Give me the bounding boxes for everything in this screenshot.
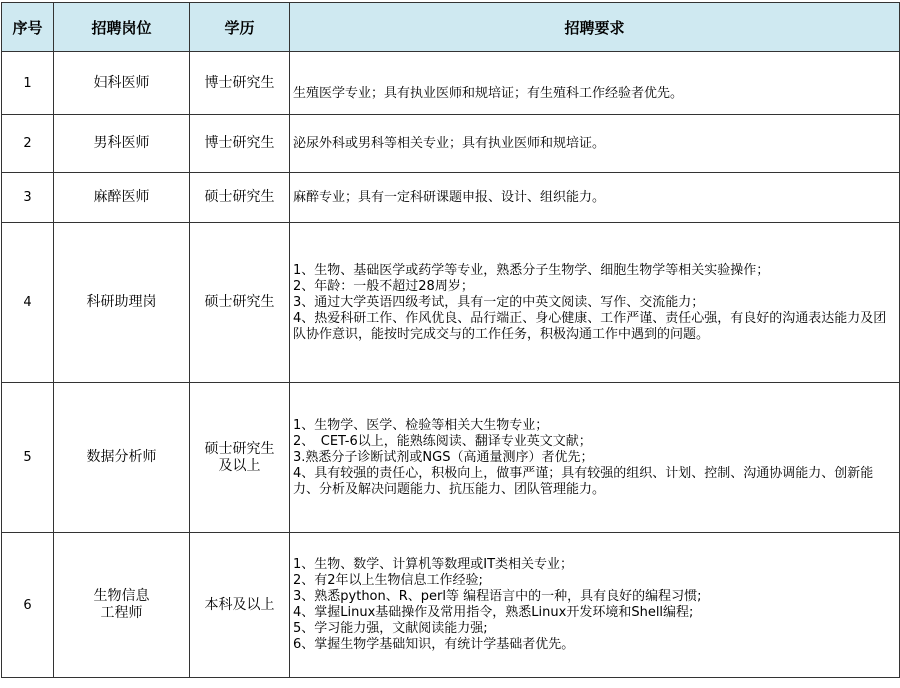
- requirement-line: 生殖医学专业；具有执业医师和规培证；有生殖科工作经验者优先。: [293, 86, 684, 101]
- requirement-line: 3.熟悉分子诊断试剂或NGS（高通量测序）者优先；: [293, 449, 594, 465]
- requirement-line: 2、年龄：一般不超过28周岁；: [293, 278, 474, 294]
- requirement-line: 1、生物、基础医学或药学等专业，熟悉分子生物学、细胞生物学等相关实验操作；: [293, 262, 770, 278]
- requirements-cell: [290, 533, 900, 678]
- requirements-cell: [290, 383, 900, 533]
- requirement-line: 4、热爱科研工作、作风优良、品行端正、身心健康、工作严谨、责任心强，有良好的沟通表达能力及团队协作意识，能按时完成交与的工作任务，积极沟通工作中遇到的问题。: [293, 310, 887, 342]
- table-row: [2, 52, 900, 115]
- header-requirements: 招聘要求: [290, 3, 900, 52]
- requirement-line: 4、掌握Linux基础操作及常用指令，熟悉Linux开发环境和Shell编程;: [293, 605, 694, 620]
- table-row: [2, 533, 900, 678]
- table-row: [2, 173, 900, 223]
- seq-cell: 3: [2, 173, 54, 223]
- education-text: 博士研究生: [204, 74, 275, 91]
- seq-cell: 1: [2, 52, 54, 115]
- education-text: 硕士研究生: [204, 294, 275, 310]
- requirement-line: 6、掌握生物学基础知识，有统计学基础者优先。: [293, 637, 575, 652]
- position-text: 妇科医师: [93, 74, 150, 91]
- position-text: 男科医师: [93, 135, 150, 151]
- position-cell: [54, 533, 190, 678]
- education-text: 硕士研究生: [204, 189, 275, 205]
- seq-cell: 5: [2, 383, 54, 533]
- education-text: 本科及以上: [204, 596, 275, 613]
- education-cell: [190, 223, 290, 383]
- table-row: [2, 383, 900, 533]
- position-text: 生物信息: [93, 588, 150, 604]
- seq-cell: 6: [2, 533, 54, 678]
- requirement-line: 3、熟悉python、R、perl等 编程语言中的一种，具有良好的编程习惯;: [293, 589, 702, 604]
- requirement-line: 泌尿外科或男科等相关专业；具有执业医师和规培证。: [293, 135, 606, 151]
- requirements-cell: [290, 173, 900, 223]
- requirement-line: 1、生物学、医学、检验等相关大生物专业；: [293, 417, 549, 433]
- education-text: 硕士研究生: [204, 440, 275, 457]
- requirement-line: 1、生物、数学、计算机等数理或IT类相关专业；: [293, 557, 574, 572]
- education-cell: [190, 173, 290, 223]
- position-cell: [54, 115, 190, 173]
- education-cell: [190, 52, 290, 115]
- header-row: [2, 3, 900, 52]
- seq-cell: 2: [2, 115, 54, 173]
- requirement-line: 5、学习能力强，文献阅读能力强;: [293, 621, 488, 636]
- header-seq: 序号: [2, 3, 54, 52]
- education-text: 及以上: [218, 457, 261, 474]
- requirements-cell: [290, 115, 900, 173]
- header-education: 学历: [190, 3, 290, 52]
- position-text: 麻醉医师: [93, 189, 150, 205]
- education-text: 博士研究生: [204, 135, 275, 151]
- header-position: 招聘岗位: [54, 3, 190, 52]
- requirement-line: 麻醉专业；具有一定科研课题申报、设计、组织能力。: [293, 189, 606, 205]
- education-cell: [190, 383, 290, 533]
- position-text: 工程师: [100, 605, 143, 621]
- education-cell: [190, 115, 290, 173]
- position-cell: [54, 52, 190, 115]
- requirement-line: 2、 CET-6以上，能熟练阅读、翻译专业英文文献；: [293, 433, 592, 449]
- recruitment-table: [1, 2, 900, 678]
- requirement-line: 3、通过大学英语四级考试，具有一定的中英文阅读、写作、交流能力；: [293, 294, 705, 310]
- position-text: 数据分析师: [86, 449, 157, 465]
- requirement-line: 4、具有较强的责任心，积极向上，做事严谨；具有较强的组织、计划、控制、沟通协调能力、创新能力、分析及解决问题能力、抗压能力、团队管理能力。: [293, 465, 874, 497]
- table-row: [2, 223, 900, 383]
- requirement-line: 2、有2年以上生物信息工作经验;: [293, 573, 483, 588]
- requirements-cell: [290, 52, 900, 115]
- table-row: [2, 115, 900, 173]
- position-cell: [54, 383, 190, 533]
- position-cell: [54, 223, 190, 383]
- position-cell: [54, 173, 190, 223]
- requirements-cell: [290, 223, 900, 383]
- position-text: 科研助理岗: [86, 294, 157, 310]
- education-cell: [190, 533, 290, 678]
- seq-cell: 4: [2, 223, 54, 383]
